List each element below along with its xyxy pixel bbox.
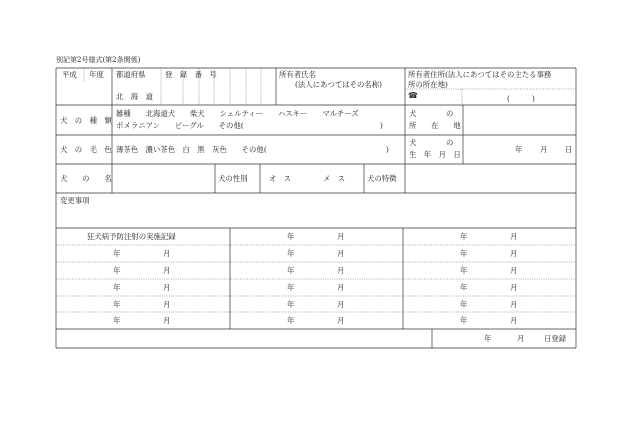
rabies-month: 月 [163, 300, 171, 309]
color-label: 犬 の 毛 色 [60, 145, 112, 154]
location-label-1: 犬 の [409, 109, 454, 118]
rabies-year: 年 [113, 249, 121, 258]
rabies-year: 年 [287, 266, 295, 275]
breed-options-line1: 雑種 北海道犬 柴犬 シェルティー ハスキー マルチーズ [116, 109, 359, 118]
changes-label: 変更事項 [60, 196, 90, 205]
rabies-month: 月 [163, 316, 171, 325]
rabies-month: 月 [163, 283, 171, 292]
sex-female: メ ス [323, 174, 346, 183]
rabies-year: 年 [460, 249, 468, 258]
rabies-month: 月 [510, 300, 518, 309]
sex-label: 犬の性別 [218, 174, 248, 183]
breed-label: 犬 の 種 類 [60, 116, 112, 125]
phone-parens: ( ) [507, 94, 535, 103]
sex-male: オ ス [269, 174, 292, 183]
color-options: 薄茶色 濃い茶色 白 黒 灰色 その他( [116, 145, 267, 154]
owner-name-label: 所有者氏名 [279, 70, 316, 79]
rabies-month: 月 [337, 300, 345, 309]
nendo-label: 年度 [89, 70, 104, 79]
rabies-month: 月 [510, 232, 518, 241]
rabies-year: 年 [287, 249, 295, 258]
birth-year: 年 [515, 145, 523, 154]
footer-registered: 日登録 [544, 334, 567, 343]
rabies-month: 月 [510, 249, 518, 258]
rabies-month: 月 [163, 249, 171, 258]
birth-month: 月 [540, 145, 548, 154]
dog-name-label: 犬 の 名 [60, 174, 112, 183]
form-title: 別記第2号様式(第2条関係) [56, 56, 141, 64]
location-label-2: 所 在 地 [409, 121, 461, 130]
rabies-year: 年 [113, 283, 121, 292]
rabies-label: 狂犬病予防注射の実施記録 [87, 232, 176, 241]
rabies-year: 年 [287, 316, 295, 325]
birth-label-2: 生 年 月 日 [409, 150, 461, 159]
rabies-year: 年 [113, 266, 121, 275]
rabies-month: 月 [337, 249, 345, 258]
rabies-year: 年 [460, 316, 468, 325]
birth-day: 日 [565, 145, 573, 154]
rabies-year: 年 [287, 300, 295, 309]
rabies-month: 月 [510, 266, 518, 275]
features-label: 犬の特徴 [367, 174, 397, 183]
rabies-month: 月 [337, 266, 345, 275]
rabies-year: 年 [460, 266, 468, 275]
breed-close-paren: ) [380, 121, 383, 130]
color-close-paren: ) [386, 145, 389, 154]
breed-options-line2: ポメラニアン ビーグル その他( [116, 121, 244, 130]
footer-year: 年 [484, 334, 492, 343]
hokkaido-label: 北 海 道 [116, 92, 153, 101]
rabies-month: 月 [337, 283, 345, 292]
rabies-month: 月 [163, 266, 171, 275]
rabies-year: 年 [460, 283, 468, 292]
owner-address-label-2: 所の所在地) [408, 80, 448, 89]
registration-number-label: 登 録 番 号 [165, 70, 217, 79]
rabies-month: 月 [337, 316, 345, 325]
owner-address-label: 所有者住所(法人にあつてはその主たる事務 [408, 70, 552, 79]
rabies-year: 年 [460, 300, 468, 309]
phone-icon: ☎ [408, 91, 418, 100]
owner-name-note: (法人にあつてはその名称) [295, 80, 383, 89]
footer-month: 月 [517, 334, 525, 343]
rabies-year: 年 [287, 232, 295, 241]
rabies-year: 年 [287, 283, 295, 292]
rabies-year: 年 [460, 232, 468, 241]
rabies-year: 年 [113, 300, 121, 309]
todofuken-label: 都道府県 [116, 70, 146, 79]
rabies-month: 月 [510, 283, 518, 292]
birth-label-1: 犬 の [409, 138, 454, 147]
rabies-month: 月 [337, 232, 345, 241]
rabies-year: 年 [113, 316, 121, 325]
rabies-month: 月 [510, 316, 518, 325]
heisei-label: 平成 [62, 70, 77, 79]
